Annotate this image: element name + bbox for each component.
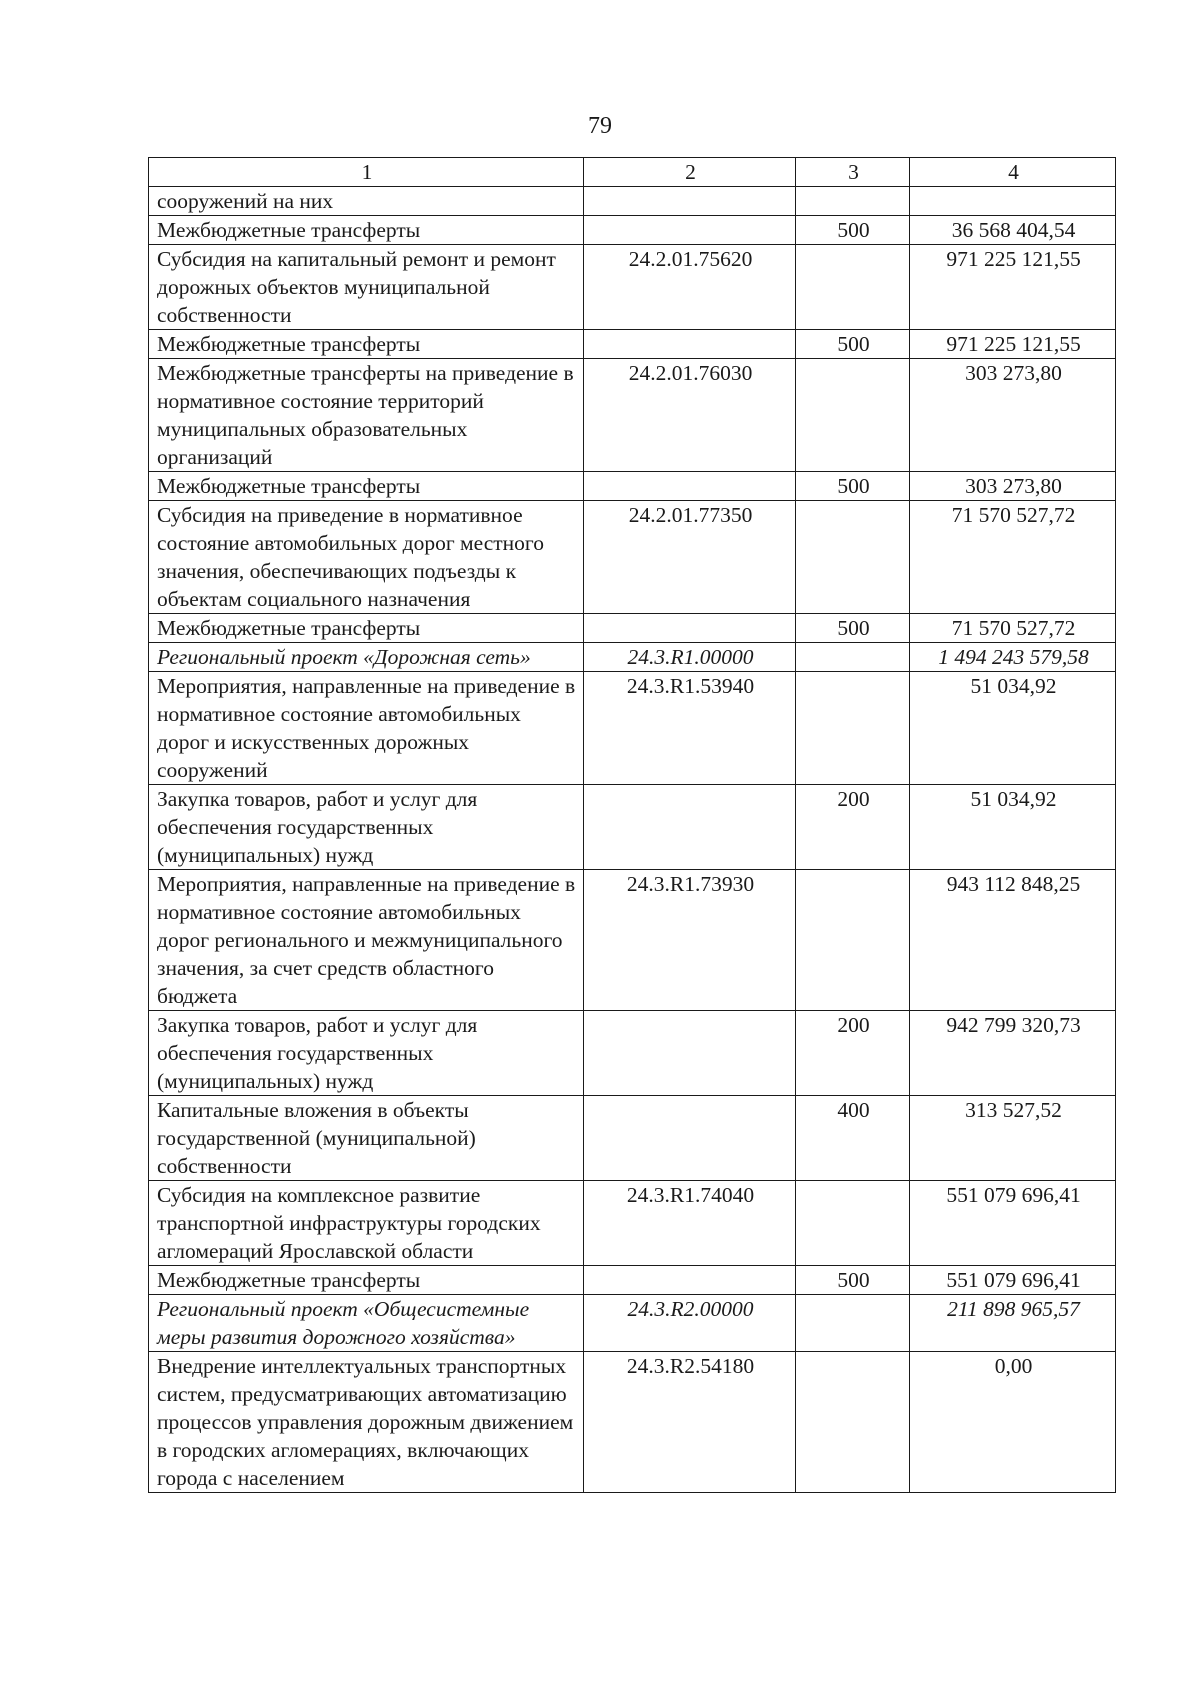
column-header-4: 4: [910, 158, 1116, 187]
table-row: [149, 672, 1116, 785]
amount-cell: 71 570 527,72: [910, 614, 1116, 643]
amount-cell: 942 799 320,73: [910, 1011, 1116, 1096]
item-name-cell: Мероприятия, направленные на приведение в нормативное состояние автомобильных дорог и искусственных дорожных сооружений: [149, 672, 584, 785]
column-header-1: 1: [149, 158, 584, 187]
item-name-cell: Капитальные вложения в объекты государственной (муниципальной) собственности: [149, 1096, 584, 1181]
target-code-cell: [584, 1011, 796, 1096]
target-code-cell: [584, 1266, 796, 1295]
target-code-cell: [584, 472, 796, 501]
expense-type-cell: 500: [796, 1266, 910, 1295]
table-row: [149, 187, 1116, 216]
expense-type-cell: [796, 359, 910, 472]
table-row: [149, 501, 1116, 614]
target-code-cell: [584, 614, 796, 643]
target-code-cell: 24.2.01.77350: [584, 501, 796, 614]
table-row: [149, 1352, 1116, 1493]
target-code-cell: 24.3.R1.53940: [584, 672, 796, 785]
table-row: [149, 472, 1116, 501]
amount-cell: 303 273,80: [910, 359, 1116, 472]
item-name-cell: Закупка товаров, работ и услуг для обеспечения государственных (муниципальных) нужд: [149, 1011, 584, 1096]
amount-cell: 943 112 848,25: [910, 870, 1116, 1011]
table-row: [149, 359, 1116, 472]
item-name-cell: Межбюджетные трансферты: [149, 216, 584, 245]
target-code-cell: [584, 187, 796, 216]
column-header-2: 2: [584, 158, 796, 187]
item-name-cell: Межбюджетные трансферты: [149, 614, 584, 643]
table-row: [149, 330, 1116, 359]
expense-type-cell: 500: [796, 216, 910, 245]
expense-type-cell: 500: [796, 330, 910, 359]
expense-type-cell: 400: [796, 1096, 910, 1181]
item-name-cell: Субсидия на капитальный ремонт и ремонт дорожных объектов муниципальной собственности: [149, 245, 584, 330]
target-code-cell: 24.3.R2.00000: [584, 1295, 796, 1352]
amount-cell: 51 034,92: [910, 672, 1116, 785]
table-row: [149, 785, 1116, 870]
table-row: [149, 216, 1116, 245]
target-code-cell: 24.2.01.75620: [584, 245, 796, 330]
amount-cell: 71 570 527,72: [910, 501, 1116, 614]
expense-type-cell: [796, 870, 910, 1011]
table-row: [149, 643, 1116, 672]
item-name-cell: Закупка товаров, работ и услуг для обеспечения государственных (муниципальных) нужд: [149, 785, 584, 870]
item-name-cell: Межбюджетные трансферты: [149, 472, 584, 501]
target-code-cell: [584, 785, 796, 870]
table-row: [149, 245, 1116, 330]
amount-cell: 36 568 404,54: [910, 216, 1116, 245]
target-code-cell: 24.3.R2.54180: [584, 1352, 796, 1493]
item-name-cell: Региональный проект «Дорожная сеть»: [149, 643, 584, 672]
amount-cell: 551 079 696,41: [910, 1266, 1116, 1295]
page-number: 79: [588, 113, 612, 139]
expense-type-cell: 200: [796, 1011, 910, 1096]
item-name-cell: Межбюджетные трансферты: [149, 1266, 584, 1295]
item-name-cell: Внедрение интеллектуальных транспортных систем, предусматривающих автоматизацию процессов управления дорожным движением в городских агломерациях, включающих города с населением: [149, 1352, 584, 1493]
table-body: [149, 187, 1116, 1493]
column-header-3: 3: [796, 158, 910, 187]
amount-cell: 313 527,52: [910, 1096, 1116, 1181]
amount-cell: 211 898 965,57: [910, 1295, 1116, 1352]
table-row: [149, 1181, 1116, 1266]
target-code-cell: 24.3.R1.73930: [584, 870, 796, 1011]
target-code-cell: 24.3.R1.74040: [584, 1181, 796, 1266]
expense-type-cell: [796, 1181, 910, 1266]
amount-cell: 971 225 121,55: [910, 245, 1116, 330]
item-name-cell: Межбюджетные трансферты на приведение в нормативное состояние территорий муниципальных образовательных организаций: [149, 359, 584, 472]
expense-type-cell: 500: [796, 472, 910, 501]
item-name-cell: сооружений на них: [149, 187, 584, 216]
expense-type-cell: [796, 643, 910, 672]
target-code-cell: 24.3.R1.00000: [584, 643, 796, 672]
item-name-cell: Субсидия на приведение в нормативное состояние автомобильных дорог местного значения, обеспечивающих подъезды к объектам социального назначения: [149, 501, 584, 614]
table-row: [149, 870, 1116, 1011]
expense-type-cell: [796, 245, 910, 330]
amount-cell: 1 494 243 579,58: [910, 643, 1116, 672]
expense-type-cell: 500: [796, 614, 910, 643]
item-name-cell: Региональный проект «Общесистемные меры развития дорожного хозяйства»: [149, 1295, 584, 1352]
expense-type-cell: [796, 501, 910, 614]
expense-type-cell: [796, 187, 910, 216]
table-row: [149, 1266, 1116, 1295]
target-code-cell: [584, 1096, 796, 1181]
table-header-row: [149, 158, 1116, 187]
item-name-cell: Субсидия на комплексное развитие транспортной инфраструктуры городских агломераций Ярославской области: [149, 1181, 584, 1266]
amount-cell: [910, 187, 1116, 216]
budget-table: [148, 157, 1116, 1493]
item-name-cell: Межбюджетные трансферты: [149, 330, 584, 359]
table-row: [149, 1011, 1116, 1096]
expense-type-cell: [796, 1352, 910, 1493]
target-code-cell: [584, 330, 796, 359]
amount-cell: 551 079 696,41: [910, 1181, 1116, 1266]
amount-cell: 971 225 121,55: [910, 330, 1116, 359]
table-row: [149, 1295, 1116, 1352]
expense-type-cell: 200: [796, 785, 910, 870]
amount-cell: 51 034,92: [910, 785, 1116, 870]
target-code-cell: [584, 216, 796, 245]
target-code-cell: 24.2.01.76030: [584, 359, 796, 472]
expense-type-cell: [796, 672, 910, 785]
expense-type-cell: [796, 1295, 910, 1352]
table-row: [149, 1096, 1116, 1181]
amount-cell: 303 273,80: [910, 472, 1116, 501]
item-name-cell: Мероприятия, направленные на приведение в нормативное состояние автомобильных дорог регионального и межмуниципального значения, за счет средств областного бюджета: [149, 870, 584, 1011]
amount-cell: 0,00: [910, 1352, 1116, 1493]
table-row: [149, 614, 1116, 643]
